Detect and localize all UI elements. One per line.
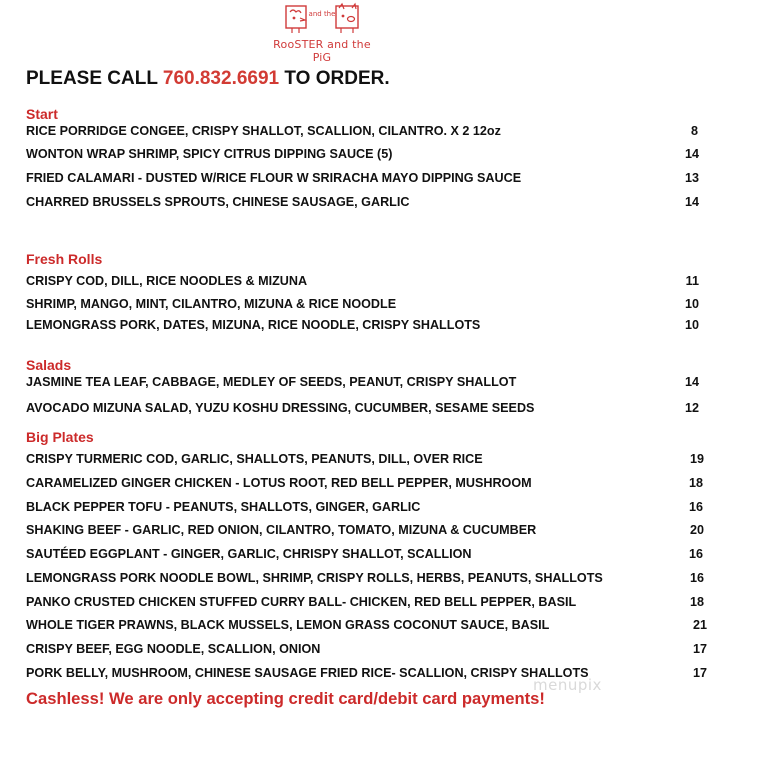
menu-item-price: 12 [684,401,699,415]
section-title-fresh-rolls: Fresh Rolls [26,251,103,267]
menu-item-price: 14 [684,147,699,161]
menu-item-name: CRISPY TURMERIC COD, GARLIC, SHALLOTS, PEANUTS, DILL, OVER RICE [26,452,483,466]
menu-item-price: 14 [684,375,699,389]
order-instructions [26,68,390,90]
menu-item-price: 8 [690,124,698,138]
logo-small-text: and the [308,10,336,18]
menu-item-name: WONTON WRAP SHRIMP, SPICY CITRUS DIPPING SAUCE (5) [26,147,393,161]
section-title-start: Start [26,106,58,122]
menu-item-price: 16 [688,547,703,561]
menu-item-name: WHOLE TIGER PRAWNS, BLACK MUSSELS, LEMON GRASS COCONUT SAUCE, BASIL [26,618,550,632]
menu-item-price: 18 [689,595,704,609]
menu-item-price: 16 [689,571,704,585]
menu-item-price: 11 [685,274,699,288]
menu-item-name: FRIED CALAMARI - DUSTED W/RICE FLOUR W SRIRACHA MAYO DIPPING SAUCE [26,171,522,185]
menu-item-price: 17 [692,642,707,656]
menu-item-price: 18 [688,476,703,490]
menu-item-price: 17 [692,666,707,680]
menu-item-price: 10 [684,297,699,311]
order-prefix: PLEASE CALL [26,68,158,89]
rooster-and-pig-icon [272,2,372,38]
phone-number[interactable]: 760.832.6691 [162,68,280,89]
menu-item-price: 10 [684,318,699,332]
section-title-big-plates: Big Plates [26,429,94,445]
menu-item-name: CRISPY BEEF, EGG NOODLE, SCALLION, ONION [26,642,321,656]
menu-item-price: 20 [689,523,704,537]
watermark: menupix [533,676,602,694]
restaurant-logo [272,2,372,64]
menu-item-name: PORK BELLY, MUSHROOM, CHINESE SAUSAGE FRIED RICE- SCALLION, CRISPY SHALLOTS [26,666,589,680]
menu-item-name: AVOCADO MIZUNA SALAD, YUZU KOSHU DRESSING, CUCUMBER, SESAME SEEDS [26,401,535,415]
logo-wordmark: RooSTER and the PiG [273,38,371,64]
cashless-notice: Cashless! We are only accepting credit card/debit card payments! [26,689,545,708]
menu-item-name: SAUTÉED EGGPLANT - GINGER, GARLIC, CHRISPY SHALLOT, SCALLION [26,547,472,561]
menu-item-name: SHRIMP, MANGO, MINT, CILANTRO, MIZUNA & RICE NOODLE [26,297,397,311]
menu-item-price: 19 [689,452,704,466]
menu-item-name: CRISPY COD, DILL, RICE NOODLES & MIZUNA [26,274,308,288]
menu-item-name: BLACK PEPPER TOFU - PEANUTS, SHALLOTS, GINGER, GARLIC [26,500,421,514]
menu-item-price: 21 [692,618,707,632]
menu-item-name: LEMONGRASS PORK, DATES, MIZUNA, RICE NOODLE, CRISPY SHALLOTS [26,318,481,332]
section-title-salads: Salads [26,357,72,373]
menu-item-name: RICE PORRIDGE CONGEE, CRISPY SHALLOT, SCALLION, CILANTRO. X 2 12oz [26,124,501,138]
menu-item-name: PANKO CRUSTED CHICKEN STUFFED CURRY BALL- CHICKEN, RED BELL PEPPER, BASIL [26,595,577,609]
menu-item-price: 16 [688,500,703,514]
menu-item-name: CARAMELIZED GINGER CHICKEN - LOTUS ROOT, RED BELL PEPPER, MUSHROOM [26,476,532,490]
order-suffix: TO ORDER. [284,68,390,89]
menu-item-name: LEMONGRASS PORK NOODLE BOWL, SHRIMP, CRISPY ROLLS, HERBS, PEANUTS, SHALLOTS [26,571,603,585]
menu-item-name: SHAKING BEEF - GARLIC, RED ONION, CILANTRO, TOMATO, MIZUNA & CUCUMBER [26,523,537,537]
menu-item-price: 13 [684,171,699,185]
menu-item-name: CHARRED BRUSSELS SPROUTS, CHINESE SAUSAGE, GARLIC [26,195,410,209]
menu-item-name: JASMINE TEA LEAF, CABBAGE, MEDLEY OF SEEDS, PEANUT, CRISPY SHALLOT [26,375,517,389]
menu-item-price: 14 [684,195,699,209]
